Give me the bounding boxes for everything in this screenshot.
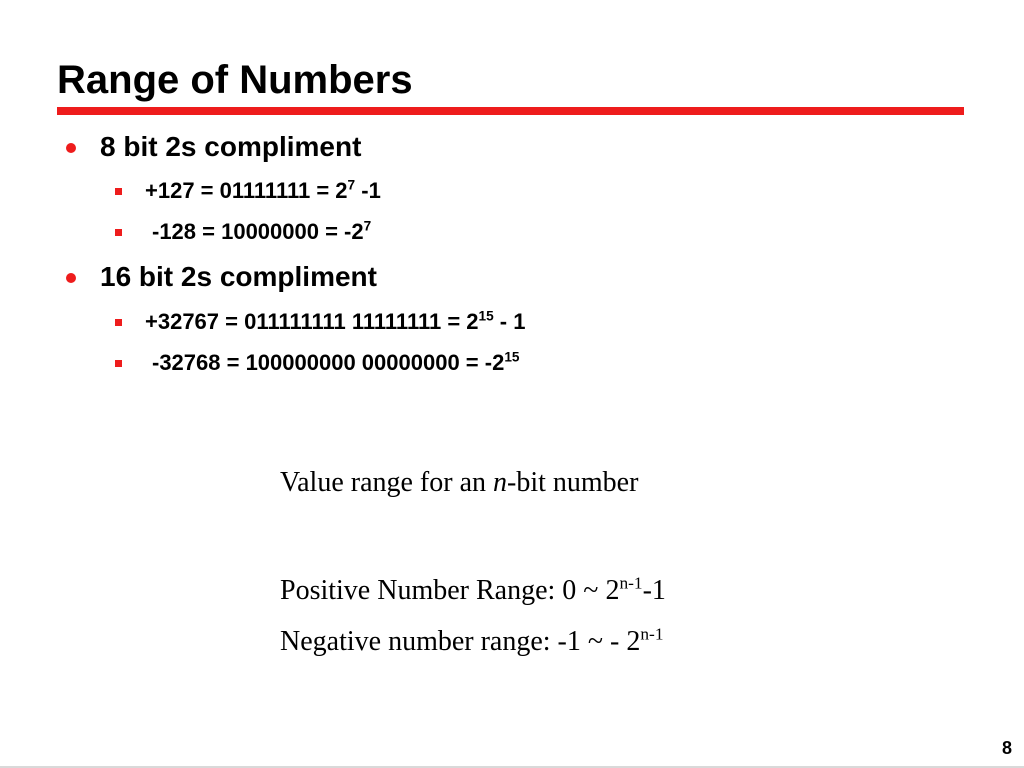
square-bullet-icon (115, 319, 122, 326)
sub-bullet-text: $+127 = 01111111 = 2^7$ -1 (145, 177, 381, 203)
exponent: n-1 (640, 624, 664, 644)
round-bullet-icon (66, 273, 76, 283)
sub-bullet-text: +32767 = 011111111 $11111111 = 2^{15} - 1$ (145, 308, 526, 334)
square-bullet-icon (115, 229, 122, 236)
title-underline (57, 107, 964, 115)
exponent: n-1 (619, 573, 643, 593)
sub-bullet-text: -32768 = 100000000 $00000000 = -2^{15}$ (152, 349, 520, 375)
round-bullet-icon (66, 143, 76, 153)
bullet-text: 8 bit 2s compliment (100, 131, 362, 162)
page-number: 8 (1001, 738, 1012, 758)
exponent: 7 (347, 177, 356, 193)
bullet-text: 16 bit 2s compliment (100, 261, 377, 292)
exponent: 15 (478, 308, 494, 324)
positive-range: Positive Number Range: 0 ~ 2$^{n-1}$-1 (280, 573, 666, 606)
negative-range: Negative number range: -1 ~ - 2$^{n-1}$ (280, 624, 664, 657)
exponent: 15 (504, 349, 520, 365)
range-heading: Value range for an n-bit number (280, 467, 639, 498)
exponent: 7 (363, 218, 372, 234)
sub-bullet-text: $-128 = 10000000 = -2^7$ (152, 218, 372, 244)
square-bullet-icon (115, 188, 122, 195)
square-bullet-icon (115, 360, 122, 367)
slide-title: Range of Numbers (57, 58, 413, 102)
